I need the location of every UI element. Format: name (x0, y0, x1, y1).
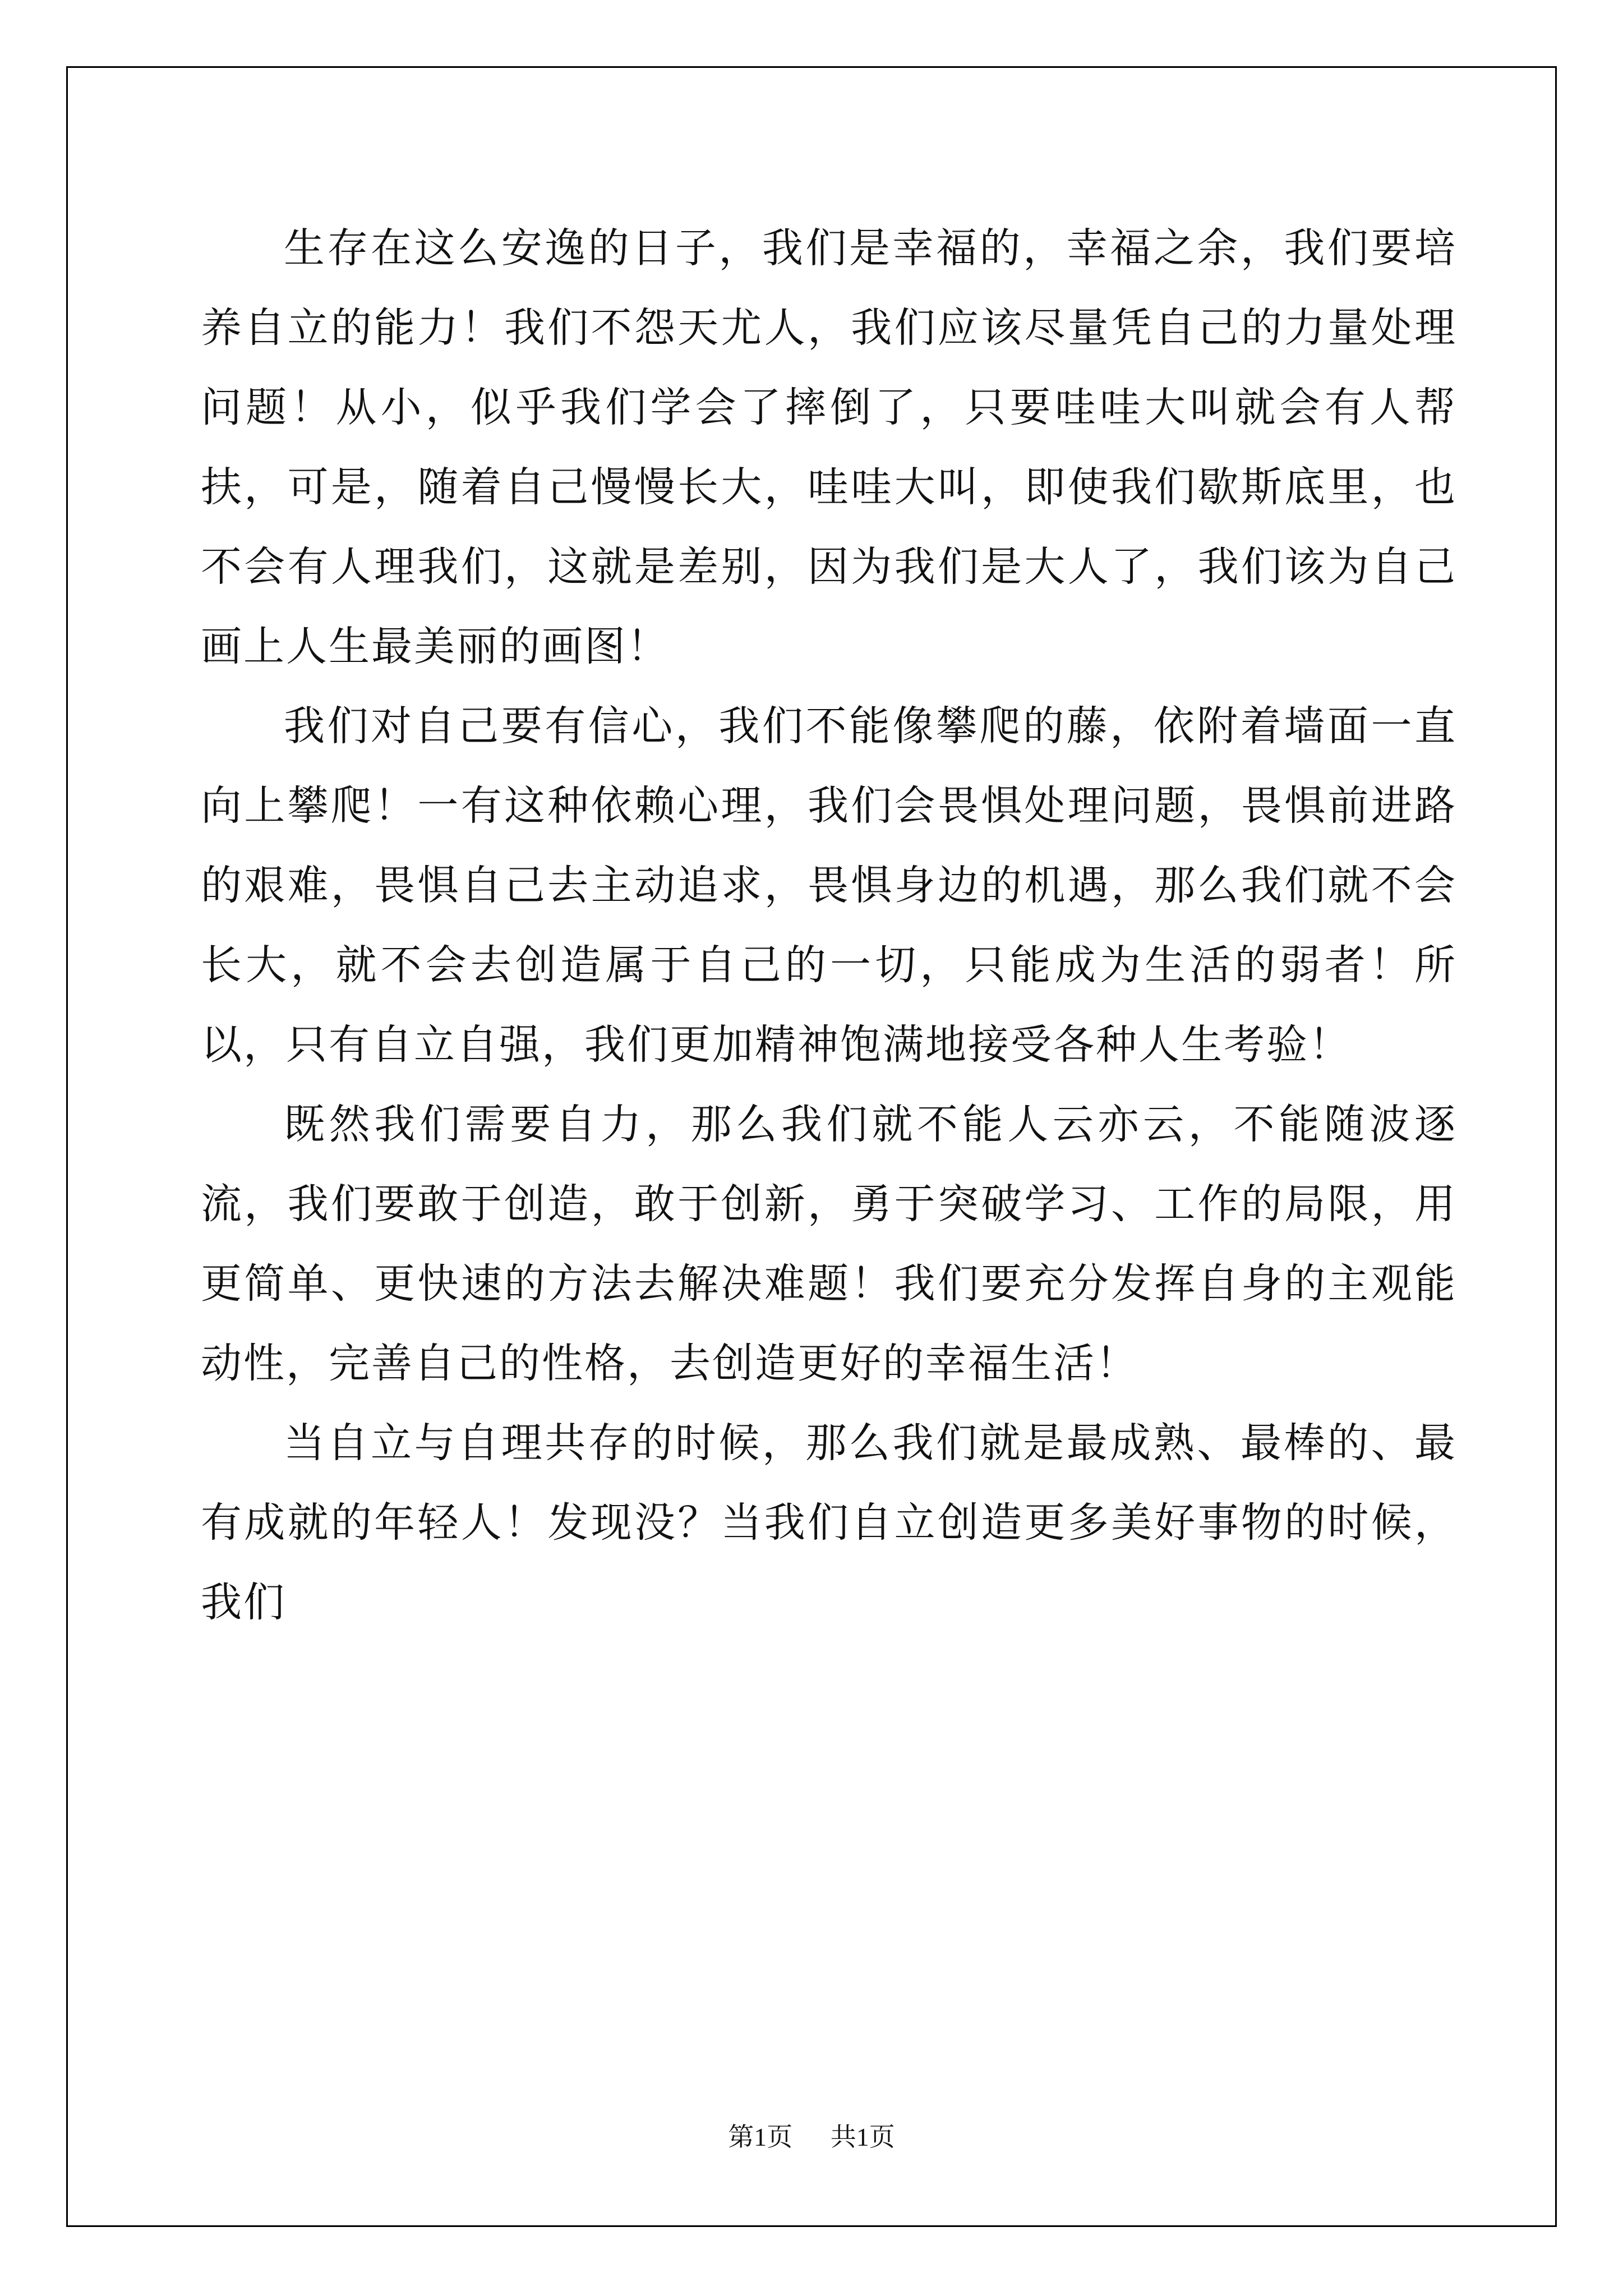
paragraph-1: 生存在这么安逸的日子，我们是幸福的，幸福之余，我们要培养自立的能力！我们不怨天尤人，我们应该尽量凭自己的力量处理问题！从小，似乎我们学会了摔倒了，只要哇哇大叫就会有人帮扶，可是，随着自己慢慢长大，哇哇大叫，即使我们歇斯底里，也不会有人理我们，这就是差别，因为我们是大人了，我们该为自己画上人生最美丽的画图！ (201, 224, 1457, 670)
document-body (201, 209, 1457, 1642)
paragraph-3: 既然我们需要自力，那么我们就不能人云亦云，不能随波逐流，我们要敢于创造，敢于创新，勇于突破学习、工作的局限，用更简单、更快速的方法去解决难题！我们要充分发挥自身的主观能动性，完善自己的性格，去创造更好的幸福生活！ (201, 1101, 1457, 1387)
paragraph-4: 当自立与自理共存的时候，那么我们就是最成熟、最棒的、最有成就的年轻人！发现没？当我们自立创造更多美好事物的时候，我们 (201, 1419, 1457, 1626)
page-total: 共1页 (830, 2123, 895, 2151)
paragraph-2: 我们对自己要有信心，我们不能像攀爬的藤，依附着墙面一直向上攀爬！一有这种依赖心理，我们会畏惧处理问题，畏惧前进路的艰难，畏惧自己去主动追求，畏惧身边的机遇，那么我们就不会长大，就不会去创造属于自己的一切，只能成为生活的弱者！所以，只有自立自强，我们更加精神饱满地接受各种人生考验！ (201, 702, 1457, 1069)
page-footer (0, 2116, 1623, 2154)
page-number: 第1页 (728, 2123, 793, 2151)
